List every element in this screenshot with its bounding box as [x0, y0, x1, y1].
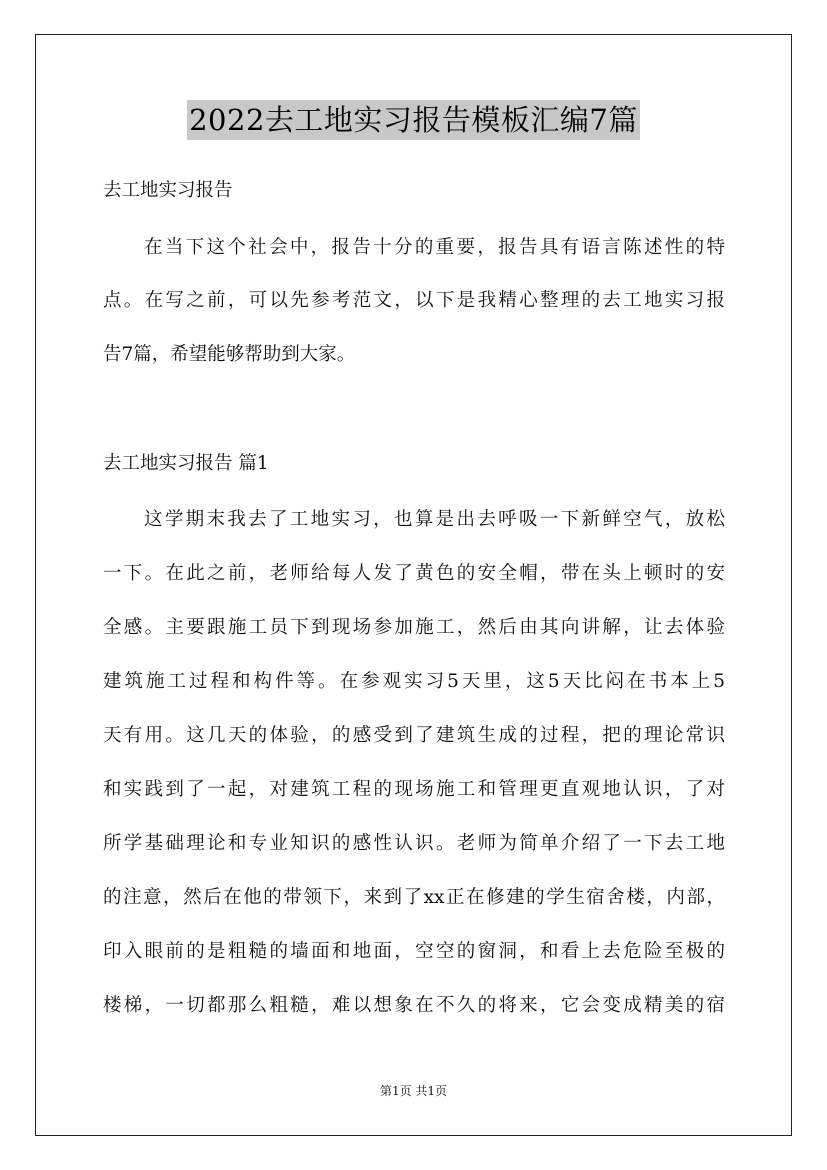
- intro-heading: 去工地实习报告: [103, 180, 233, 201]
- section-heading: 去工地实习报告 篇1: [103, 453, 269, 474]
- document-title: 2022去工地实习报告模板汇编7篇: [187, 100, 640, 140]
- paragraph-line: 全感。主要跟施工员下到现场参加施工，然后由其向讲解，让去体验: [103, 617, 725, 638]
- paragraph-line: 一下。在此之前，老师给每人发了黄色的安全帽，带在头上顿时的安: [103, 563, 725, 584]
- paragraph-line: 印入眼前的是粗糙的墙面和地面，空空的窗洞，和看上去危险至极的: [103, 941, 725, 962]
- paragraph-line: 所学基础理论和专业知识的感性认识。老师为简单介绍了一下去工地: [103, 833, 725, 854]
- paragraph-line: 天有用。这几天的体验，的感受到了建筑生成的过程，把的理论常识: [103, 725, 725, 746]
- paragraph-line: 在当下这个社会中，报告十分的重要，报告具有语言陈述性的特: [144, 237, 725, 258]
- page-footer: 第1页 共1页: [379, 1084, 448, 1098]
- paragraph-line: 这学期末我去了工地实习，也算是出去呼吸一下新鲜空气，放松: [144, 509, 725, 530]
- paragraph-line: 楼梯，一切都那么粗糙，难以想象在不久的将来，它会变成精美的宿: [103, 995, 725, 1016]
- paragraph-line: 建筑施工过程和构件等。在参观实习5天里，这5天比闷在书本上5: [103, 671, 725, 692]
- paragraph-line: 的注意，然后在他的带领下，来到了xx正在修建的学生宿舍楼，内部，: [103, 887, 725, 908]
- paragraph-line: 告7篇，希望能够帮助到大家。: [103, 344, 356, 365]
- paragraph-line: 点。在写之前，可以先参考范文，以下是我精心整理的去工地实习报: [103, 290, 725, 311]
- title-container: [0, 100, 827, 140]
- paragraph-line: 和实践到了一起，对建筑工程的现场施工和管理更直观地认识，了对: [103, 779, 725, 800]
